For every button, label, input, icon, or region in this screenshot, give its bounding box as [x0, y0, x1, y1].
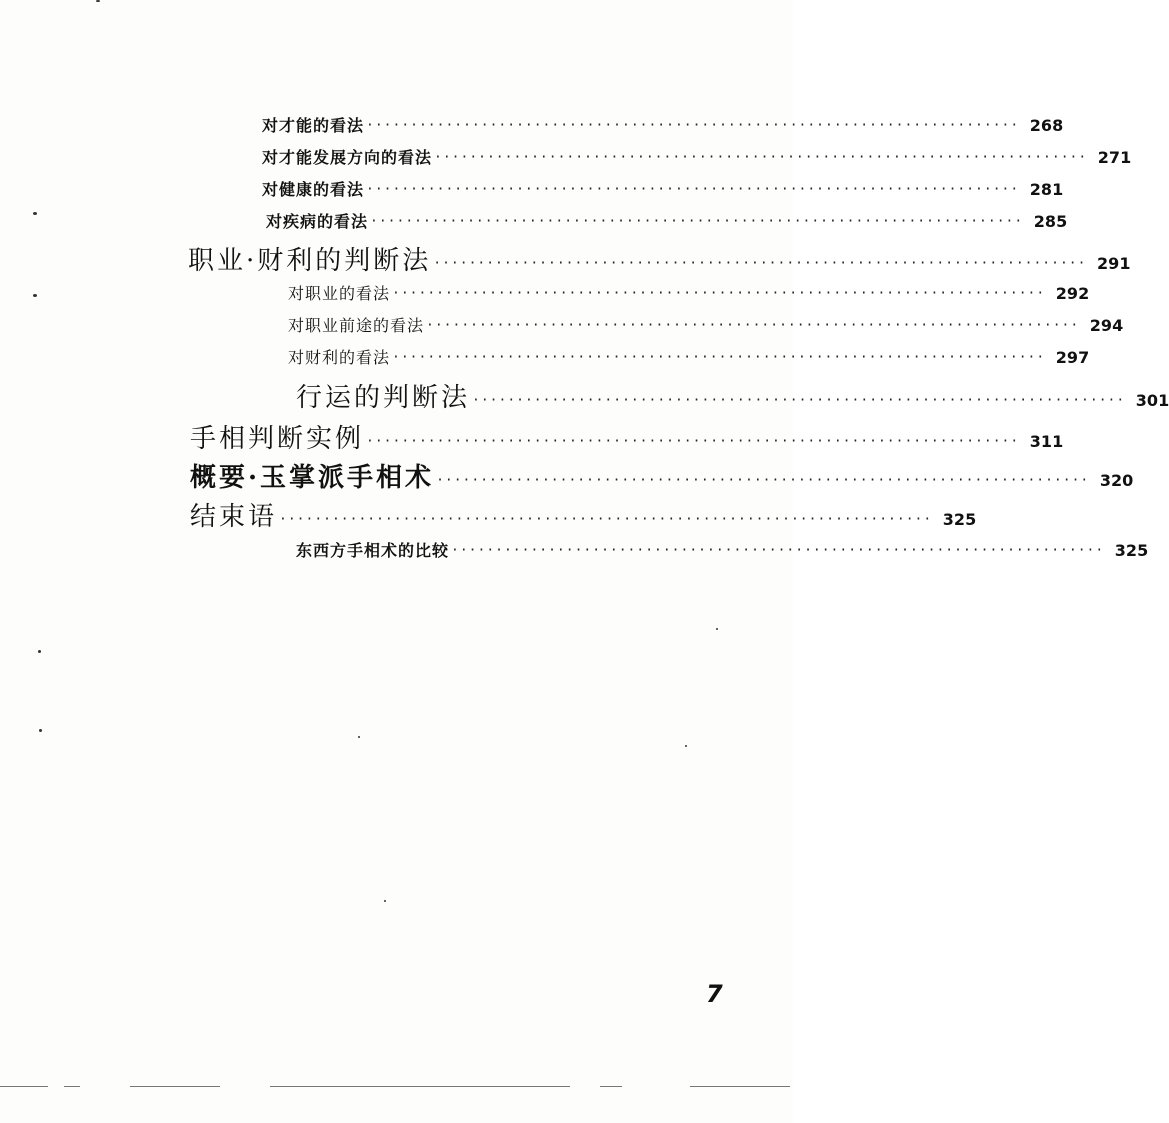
toc-entry-page: 325: [942, 510, 977, 529]
toc-entry-page: 301: [1135, 391, 1169, 410]
toc-entry-page: 294: [1089, 316, 1124, 335]
toc-entry-title: 对才能发展方向的看法: [262, 148, 433, 167]
toc-entry-title: 东西方手相术的比较: [296, 541, 450, 560]
toc-entry-page: 325: [1114, 541, 1149, 560]
scan-speck: [358, 736, 360, 738]
toc-entry-title: 行运的判断法: [296, 383, 471, 413]
toc-entry: [262, 113, 1064, 136]
toc-entry: [288, 313, 1124, 336]
toc-entry: [190, 496, 977, 533]
dot-leader: ··········································································: [370, 214, 1024, 229]
dot-leader: ··········································································: [392, 350, 1046, 365]
dot-leader: ··········································································: [451, 543, 1105, 558]
toc-entry-title: 对疾病的看法: [266, 212, 369, 231]
dot-leader: ··········································································: [366, 118, 1020, 133]
toc-entry: [288, 345, 1090, 368]
dot-leader: ··········································································: [436, 473, 1090, 488]
toc-entry-title: 手相判断实例: [190, 424, 365, 454]
toc-entry-title: 对健康的看法: [262, 180, 365, 199]
scan-speck: [39, 729, 42, 732]
toc-entry: [296, 538, 1149, 561]
scan-speck: [33, 294, 37, 297]
scan-rule-segment: [64, 1086, 80, 1087]
dot-leader: ··········································································: [279, 512, 933, 527]
toc-entry: [188, 240, 1131, 277]
toc-entry-page: 311: [1029, 432, 1064, 451]
scan-speck: [38, 650, 41, 653]
toc-entry: [262, 177, 1064, 200]
scan-speck: [33, 212, 37, 215]
scan-rule-segment: [270, 1086, 570, 1087]
scan-rule-segment: [130, 1086, 220, 1087]
toc-entry-page: 292: [1055, 284, 1090, 303]
scan-rule-segment: [690, 1086, 790, 1087]
toc-entry-title: 对职业前途的看法: [288, 316, 425, 335]
toc-entry-page: 268: [1029, 116, 1064, 135]
toc-entry: [262, 145, 1132, 168]
dot-leader: ··········································································: [434, 150, 1088, 165]
scan-speck: [716, 628, 718, 630]
toc-entry-title: 结束语: [190, 502, 278, 532]
dot-leader: ··········································································: [392, 286, 1046, 301]
toc-entry-title: 对才能的看法: [262, 116, 365, 135]
scan-speck: [96, 0, 100, 2]
toc-entry-page: 320: [1099, 471, 1134, 490]
toc-entry-page: 271: [1097, 148, 1132, 167]
toc-entry: [190, 418, 1064, 455]
toc-entry-title: 对职业的看法: [288, 284, 391, 303]
toc-entry-title: 概要·玉掌派手相术: [190, 463, 435, 493]
toc-entry-title: 职业·财利的判断法: [188, 246, 432, 276]
scan-speck: [685, 745, 687, 747]
dot-leader: ··········································································: [426, 318, 1080, 333]
scan-rule-segment: [0, 1086, 48, 1087]
toc-entry-page: 281: [1029, 180, 1064, 199]
dot-leader: ··········································································: [472, 393, 1126, 408]
toc-entry-page: 297: [1055, 348, 1090, 367]
dot-leader: ··········································································: [433, 256, 1087, 271]
toc-entry: [190, 457, 1134, 494]
toc-entry-page: 285: [1033, 212, 1068, 231]
toc-entry: [296, 377, 1169, 414]
toc-entry: [288, 281, 1090, 304]
toc-entry: [266, 209, 1068, 232]
scan-rule-segment: [600, 1086, 622, 1087]
dot-leader: ··········································································: [366, 434, 1020, 449]
toc-entry-title: 对财利的看法: [288, 348, 391, 367]
toc-entry-page: 291: [1097, 254, 1131, 273]
dot-leader: ··········································································: [366, 182, 1020, 197]
page-number: 7: [706, 980, 723, 1008]
scan-speck: [384, 900, 386, 902]
